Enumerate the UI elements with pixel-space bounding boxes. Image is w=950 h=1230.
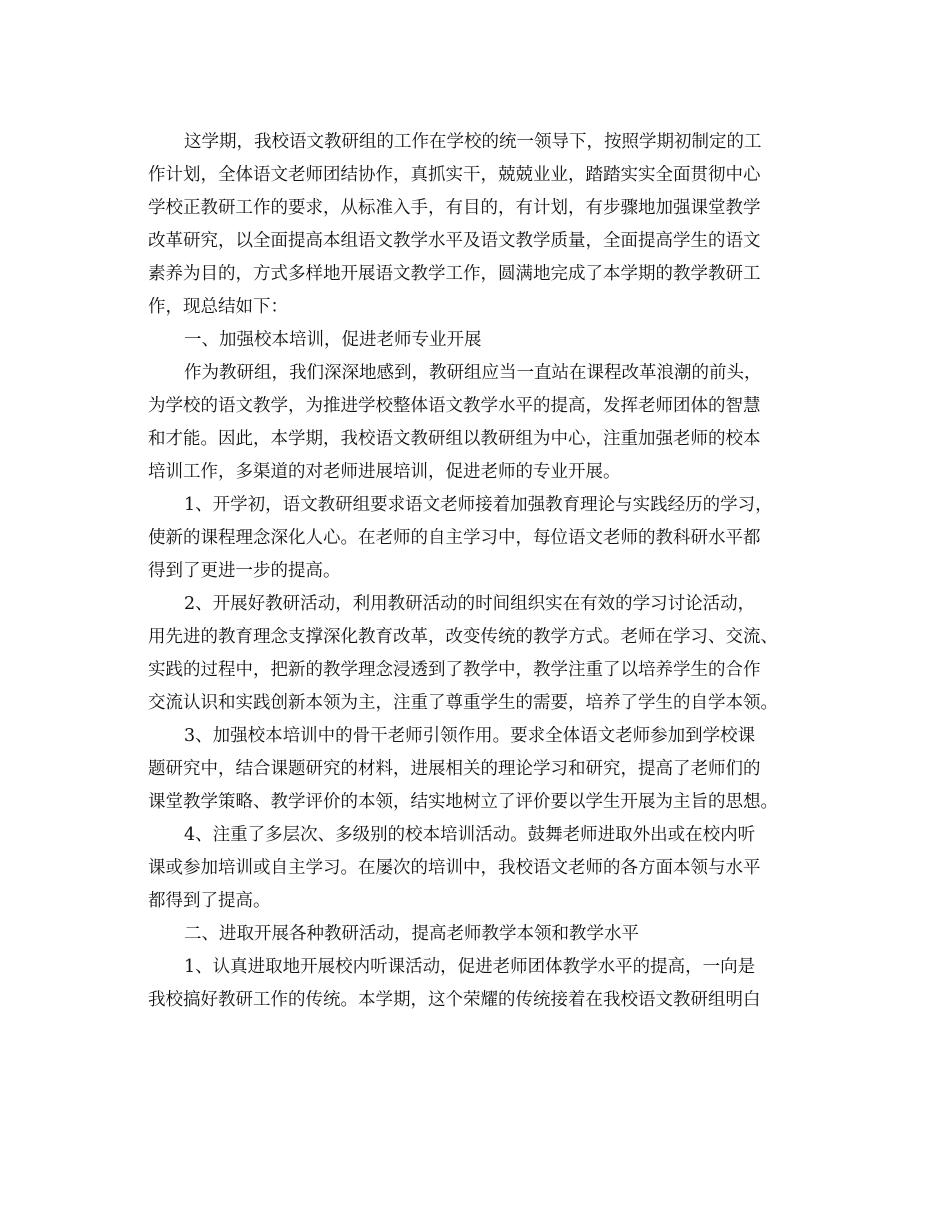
paragraph-item-3 [148,720,814,819]
text-line: 题研究中，结合课题研究的材料，进展相关的理论学习和研究，提高了老师们的 [148,759,761,779]
text-line: 用先进的教育理念支撑深化教育改革，改变传统的教学方式。老师在学习、交流、 [148,627,778,647]
text-line: 3、加强校本培训中的骨干老师引领作用。要求全体语文老师参加到学校课 [184,726,756,746]
text-line: 实践的过程中，把新的教学理念浸透到了教学中，教学注重了以培养学生的合作 [148,660,761,680]
text-line: 课堂教学策略、教学评价的本领，结实地树立了评价要以学生开展为主旨的思想。 [148,792,778,812]
text-line: 得到了更进一步的提高。 [148,561,341,581]
text-line: 一、加强校本培训，促进老师专业开展 [184,330,482,350]
text-line: 素养为目的，方式多样地开展语文教学工作，圆满地完成了本学期的教学教研工 [148,264,761,284]
text-line: 为学校的语文教学，为推进学校整体语文教学水平的提高，发挥老师团体的智慧 [148,396,761,416]
text-line: 我校搞好教研工作的传统。本学期，这个荣耀的传统接着在我校语文教研组明白 [148,990,761,1010]
section-heading-2 [148,918,814,951]
text-line: 1、开学初，语文教研组要求语文老师接着加强教育理论与实践经历的学习， [184,495,773,515]
section-heading-1 [148,324,814,357]
text-line: 二、进取开展各种教研活动，提高老师教学本领和教学水平 [184,924,639,944]
paragraph-section-1-intro [148,357,814,489]
paragraph-section-2-item-1 [148,951,814,1017]
text-line: 作计划，全体语文老师团结协作，真抓实干，兢兢业业，踏踏实实全面贯彻中心 [148,165,761,185]
text-line: 作为教研组，我们深深地感到，教研组应当一直站在课程改革浪潮的前头， [184,363,762,383]
text-line: 4、注重了多层次、多级别的校本培训活动。鼓舞老师进取外出或在校内听 [184,825,756,845]
text-line: 交流认识和实践创新本领为主，注重了尊重学生的需要，培养了学生的自学本领。 [148,693,778,713]
text-line: 使新的课程理念深化人心。在老师的自主学习中，每位语文老师的教科研水平都 [148,528,761,548]
text-line: 这学期，我校语文教研组的工作在学校的统一领导下，按照学期初制定的工 [184,132,762,152]
text-line: 改革研究，以全面提高本组语文教学水平及语文教学质量，全面提高学生的语文 [148,231,761,251]
paragraph-item-2 [148,588,814,720]
document-body [148,126,814,1017]
paragraph-item-4 [148,819,814,918]
text-line: 都得到了提高。 [148,891,271,911]
paragraph-item-1 [148,489,814,588]
text-line: 作，现总结如下： [148,297,288,317]
text-line: 和才能。因此，本学期，我校语文教研组以教研组为中心，注重加强老师的校本 [148,429,761,449]
text-line: 培训工作，多渠道的对老师进展培训，促进老师的专业开展。 [148,462,621,482]
text-line: 课或参加培训或自主学习。在屡次的培训中，我校语文老师的各方面本领与水平 [148,858,761,878]
text-line: 2、开展好教研活动，利用教研活动的时间组织实在有效的学习讨论活动， [184,594,756,614]
text-line: 1、认真进取地开展校内听课活动，促进老师团体教学水平的提高，一向是 [184,957,756,977]
text-line: 学校正教研工作的要求，从标准入手，有目的，有计划，有步骤地加强课堂教学 [148,198,761,218]
paragraph-intro [148,126,814,324]
